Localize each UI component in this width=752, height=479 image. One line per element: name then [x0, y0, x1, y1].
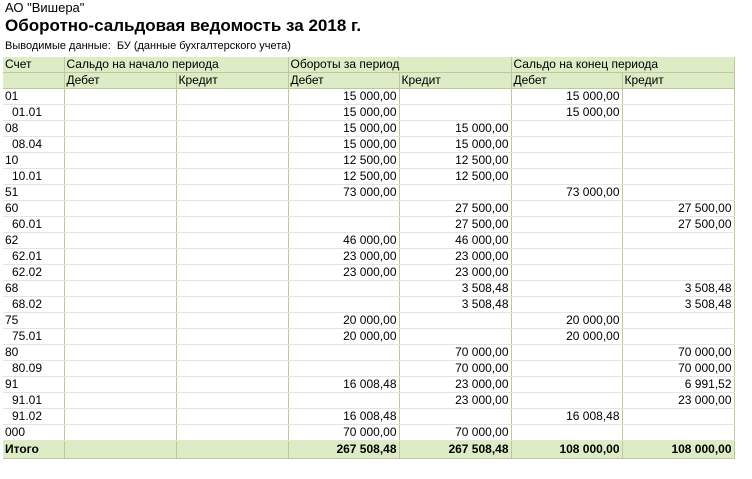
- table-row[interactable]: [3, 249, 734, 265]
- closing-debit-cell: [511, 393, 622, 409]
- opening-credit-cell: [176, 345, 288, 361]
- opening-credit-cell: [176, 297, 288, 313]
- closing-debit-cell: [511, 137, 622, 153]
- closing-credit-cell: [622, 137, 734, 153]
- opening-credit-cell: [176, 185, 288, 201]
- closing-debit-cell: [511, 345, 622, 361]
- closing-credit-cell: 3 508,48: [622, 297, 734, 313]
- opening-debit-cell: [64, 185, 176, 201]
- table-row[interactable]: [3, 153, 734, 169]
- opening-credit-cell: [176, 281, 288, 297]
- turnover-debit-cell: 20 000,00: [288, 329, 399, 345]
- closing-debit-cell: [511, 169, 622, 185]
- turnover-credit-cell: 15 000,00: [399, 137, 511, 153]
- opening-credit-cell: [176, 249, 288, 265]
- total-turnover-credit: 267 508,48: [399, 441, 511, 459]
- opening-debit-cell: [64, 153, 176, 169]
- turnover-debit-cell: 70 000,00: [288, 425, 399, 441]
- closing-credit-cell: [622, 313, 734, 329]
- opening-credit-cell: [176, 169, 288, 185]
- turnover-credit-cell: 70 000,00: [399, 345, 511, 361]
- account-code: 01.01: [3, 105, 64, 121]
- opening-debit-cell: [64, 313, 176, 329]
- opening-credit-cell: [176, 105, 288, 121]
- closing-credit-cell: 27 500,00: [622, 217, 734, 233]
- turnover-credit-cell: 27 500,00: [399, 201, 511, 217]
- closing-debit-cell: 20 000,00: [511, 313, 622, 329]
- turnover-credit-cell: 70 000,00: [399, 425, 511, 441]
- table-row[interactable]: [3, 105, 734, 121]
- output-label: Выводимые данные:: [5, 40, 111, 52]
- closing-debit-cell: [511, 201, 622, 217]
- turnover-credit-cell: [399, 89, 511, 105]
- closing-debit-cell: [511, 265, 622, 281]
- turnover-credit-cell: 23 000,00: [399, 377, 511, 393]
- turnover-debit-cell: 46 000,00: [288, 233, 399, 249]
- account-code: 80.09: [3, 361, 64, 377]
- closing-credit-cell: 23 000,00: [622, 393, 734, 409]
- turnover-debit-cell: [288, 393, 399, 409]
- table-row[interactable]: [3, 281, 734, 297]
- opening-debit-cell: [64, 169, 176, 185]
- opening-credit-cell: [176, 217, 288, 233]
- opening-credit-cell: [176, 361, 288, 377]
- opening-debit-cell: [64, 233, 176, 249]
- closing-credit-cell: [622, 121, 734, 137]
- turnover-credit-cell: 3 508,48: [399, 297, 511, 313]
- turnover-credit-cell: 27 500,00: [399, 217, 511, 233]
- turnover-debit-cell: 73 000,00: [288, 185, 399, 201]
- opening-credit-cell: [176, 393, 288, 409]
- header-closing-balance: Сальдо на конец периода: [511, 57, 734, 73]
- opening-credit-cell: [176, 425, 288, 441]
- turnover-credit-cell: 3 508,48: [399, 281, 511, 297]
- closing-debit-cell: [511, 217, 622, 233]
- opening-debit-cell: [64, 297, 176, 313]
- opening-debit-cell: [64, 329, 176, 345]
- opening-debit-cell: [64, 425, 176, 441]
- opening-debit-cell: [64, 249, 176, 265]
- header-opening-balance: Сальдо на начало периода: [64, 57, 288, 73]
- table-row[interactable]: [3, 265, 734, 281]
- output-value: БУ (данные бухгалтерского учета): [116, 40, 291, 52]
- total-opening-credit: [176, 441, 288, 459]
- header-opening-debit: Дебет: [64, 73, 176, 89]
- turnover-debit-cell: [288, 281, 399, 297]
- turnover-credit-cell: [399, 409, 511, 425]
- opening-credit-cell: [176, 377, 288, 393]
- closing-debit-cell: [511, 377, 622, 393]
- turnover-debit-cell: 23 000,00: [288, 249, 399, 265]
- opening-debit-cell: [64, 409, 176, 425]
- turnover-credit-cell: 15 000,00: [399, 121, 511, 137]
- closing-credit-cell: 3 508,48: [622, 281, 734, 297]
- opening-debit-cell: [64, 377, 176, 393]
- opening-credit-cell: [176, 153, 288, 169]
- opening-debit-cell: [64, 265, 176, 281]
- turnover-credit-cell: [399, 329, 511, 345]
- table-row[interactable]: [3, 297, 734, 313]
- opening-debit-cell: [64, 89, 176, 105]
- table-row[interactable]: [3, 169, 734, 185]
- account-code: 51: [3, 185, 64, 201]
- account-code: 75: [3, 313, 64, 329]
- table-row[interactable]: [3, 217, 734, 233]
- closing-debit-cell: 15 000,00: [511, 89, 622, 105]
- opening-credit-cell: [176, 409, 288, 425]
- closing-debit-cell: [511, 121, 622, 137]
- closing-credit-cell: [622, 169, 734, 185]
- turnover-debit-cell: [288, 297, 399, 313]
- table-row[interactable]: [3, 313, 734, 329]
- turnover-credit-cell: [399, 105, 511, 121]
- closing-debit-cell: 16 008,48: [511, 409, 622, 425]
- opening-debit-cell: [64, 281, 176, 297]
- table-row[interactable]: [3, 329, 734, 345]
- turnover-credit-cell: 23 000,00: [399, 393, 511, 409]
- closing-debit-cell: [511, 425, 622, 441]
- account-code: 60.01: [3, 217, 64, 233]
- closing-credit-cell: [622, 329, 734, 345]
- account-code: 62.02: [3, 265, 64, 281]
- turnover-debit-cell: 16 008,48: [288, 409, 399, 425]
- opening-debit-cell: [64, 345, 176, 361]
- header-account-sub: [3, 73, 64, 89]
- account-code: 000: [3, 425, 64, 441]
- turnover-debit-cell: 15 000,00: [288, 121, 399, 137]
- account-code: 91.02: [3, 409, 64, 425]
- output-settings: [5, 40, 291, 53]
- account-code: 08.04: [3, 137, 64, 153]
- turnover-credit-cell: 12 500,00: [399, 153, 511, 169]
- account-code: 62.01: [3, 249, 64, 265]
- closing-debit-cell: [511, 361, 622, 377]
- turnover-credit-cell: 12 500,00: [399, 169, 511, 185]
- opening-credit-cell: [176, 137, 288, 153]
- closing-credit-cell: [622, 153, 734, 169]
- account-code: 01: [3, 89, 64, 105]
- total-turnover-debit: 267 508,48: [288, 441, 399, 459]
- account-code: 68.02: [3, 297, 64, 313]
- header-opening-credit: Кредит: [176, 73, 288, 89]
- table-row[interactable]: [3, 409, 734, 425]
- closing-credit-cell: 70 000,00: [622, 345, 734, 361]
- turnover-credit-cell: 46 000,00: [399, 233, 511, 249]
- turnover-credit-cell: 70 000,00: [399, 361, 511, 377]
- opening-credit-cell: [176, 265, 288, 281]
- closing-debit-cell: [511, 297, 622, 313]
- account-code: 62: [3, 233, 64, 249]
- opening-credit-cell: [176, 89, 288, 105]
- turnover-credit-cell: [399, 185, 511, 201]
- opening-debit-cell: [64, 121, 176, 137]
- turnover-credit-cell: 23 000,00: [399, 265, 511, 281]
- account-code: 68: [3, 281, 64, 297]
- table-row[interactable]: [3, 345, 734, 361]
- table-row[interactable]: [3, 185, 734, 201]
- closing-credit-cell: [622, 105, 734, 121]
- turnover-debit-cell: 15 000,00: [288, 105, 399, 121]
- closing-debit-cell: 15 000,00: [511, 105, 622, 121]
- table-row[interactable]: [3, 89, 734, 105]
- opening-credit-cell: [176, 201, 288, 217]
- turnover-debit-cell: [288, 217, 399, 233]
- closing-credit-cell: 6 991,52: [622, 377, 734, 393]
- closing-credit-cell: [622, 425, 734, 441]
- closing-debit-cell: [511, 249, 622, 265]
- turnover-credit-cell: 23 000,00: [399, 249, 511, 265]
- account-code: 60: [3, 201, 64, 217]
- opening-credit-cell: [176, 313, 288, 329]
- total-closing-credit: 108 000,00: [622, 441, 734, 459]
- opening-debit-cell: [64, 393, 176, 409]
- closing-debit-cell: 20 000,00: [511, 329, 622, 345]
- closing-credit-cell: [622, 249, 734, 265]
- turnover-debit-cell: 12 500,00: [288, 153, 399, 169]
- turnover-debit-cell: [288, 361, 399, 377]
- closing-credit-cell: [622, 89, 734, 105]
- closing-debit-cell: [511, 281, 622, 297]
- turnover-debit-cell: 15 000,00: [288, 137, 399, 153]
- header-closing-debit: Дебет: [511, 73, 622, 89]
- account-code: 80: [3, 345, 64, 361]
- total-closing-debit: 108 000,00: [511, 441, 622, 459]
- balance-sheet-table: [3, 57, 735, 459]
- opening-debit-cell: [64, 105, 176, 121]
- table-row[interactable]: [3, 201, 734, 217]
- total-label: Итого: [3, 441, 64, 459]
- table-row[interactable]: [3, 121, 734, 137]
- header-turnover-debit: Дебет: [288, 73, 399, 89]
- opening-credit-cell: [176, 329, 288, 345]
- turnover-debit-cell: 16 008,48: [288, 377, 399, 393]
- turnover-debit-cell: 12 500,00: [288, 169, 399, 185]
- opening-credit-cell: [176, 121, 288, 137]
- opening-debit-cell: [64, 361, 176, 377]
- closing-credit-cell: 70 000,00: [622, 361, 734, 377]
- account-code: 10.01: [3, 169, 64, 185]
- closing-credit-cell: [622, 265, 734, 281]
- opening-debit-cell: [64, 201, 176, 217]
- closing-credit-cell: 27 500,00: [622, 201, 734, 217]
- turnover-debit-cell: [288, 345, 399, 361]
- header-turnover: Обороты за период: [288, 57, 511, 73]
- table-row[interactable]: [3, 233, 734, 249]
- opening-debit-cell: [64, 217, 176, 233]
- total-row: [3, 441, 734, 459]
- account-code: 91: [3, 377, 64, 393]
- closing-debit-cell: 73 000,00: [511, 185, 622, 201]
- account-code: 10: [3, 153, 64, 169]
- turnover-debit-cell: 15 000,00: [288, 89, 399, 105]
- turnover-debit-cell: 23 000,00: [288, 265, 399, 281]
- header-turnover-credit: Кредит: [399, 73, 511, 89]
- table-row[interactable]: [3, 137, 734, 153]
- header-account: Счет: [3, 57, 64, 73]
- turnover-debit-cell: 20 000,00: [288, 313, 399, 329]
- table-row[interactable]: [3, 425, 734, 441]
- table-row[interactable]: [3, 393, 734, 409]
- closing-credit-cell: [622, 409, 734, 425]
- closing-credit-cell: [622, 185, 734, 201]
- account-code: 91.01: [3, 393, 64, 409]
- organization-name: АО "Вишера": [5, 0, 85, 15]
- account-code: 08: [3, 121, 64, 137]
- opening-credit-cell: [176, 233, 288, 249]
- turnover-debit-cell: [288, 201, 399, 217]
- closing-debit-cell: [511, 233, 622, 249]
- report-title: Оборотно-сальдовая ведомость за 2018 г.: [5, 16, 362, 35]
- closing-credit-cell: [622, 233, 734, 249]
- account-code: 75.01: [3, 329, 64, 345]
- header-closing-credit: Кредит: [622, 73, 734, 89]
- closing-debit-cell: [511, 153, 622, 169]
- table-row[interactable]: [3, 377, 734, 393]
- opening-debit-cell: [64, 137, 176, 153]
- turnover-credit-cell: [399, 313, 511, 329]
- total-opening-debit: [64, 441, 176, 459]
- table-row[interactable]: [3, 361, 734, 377]
